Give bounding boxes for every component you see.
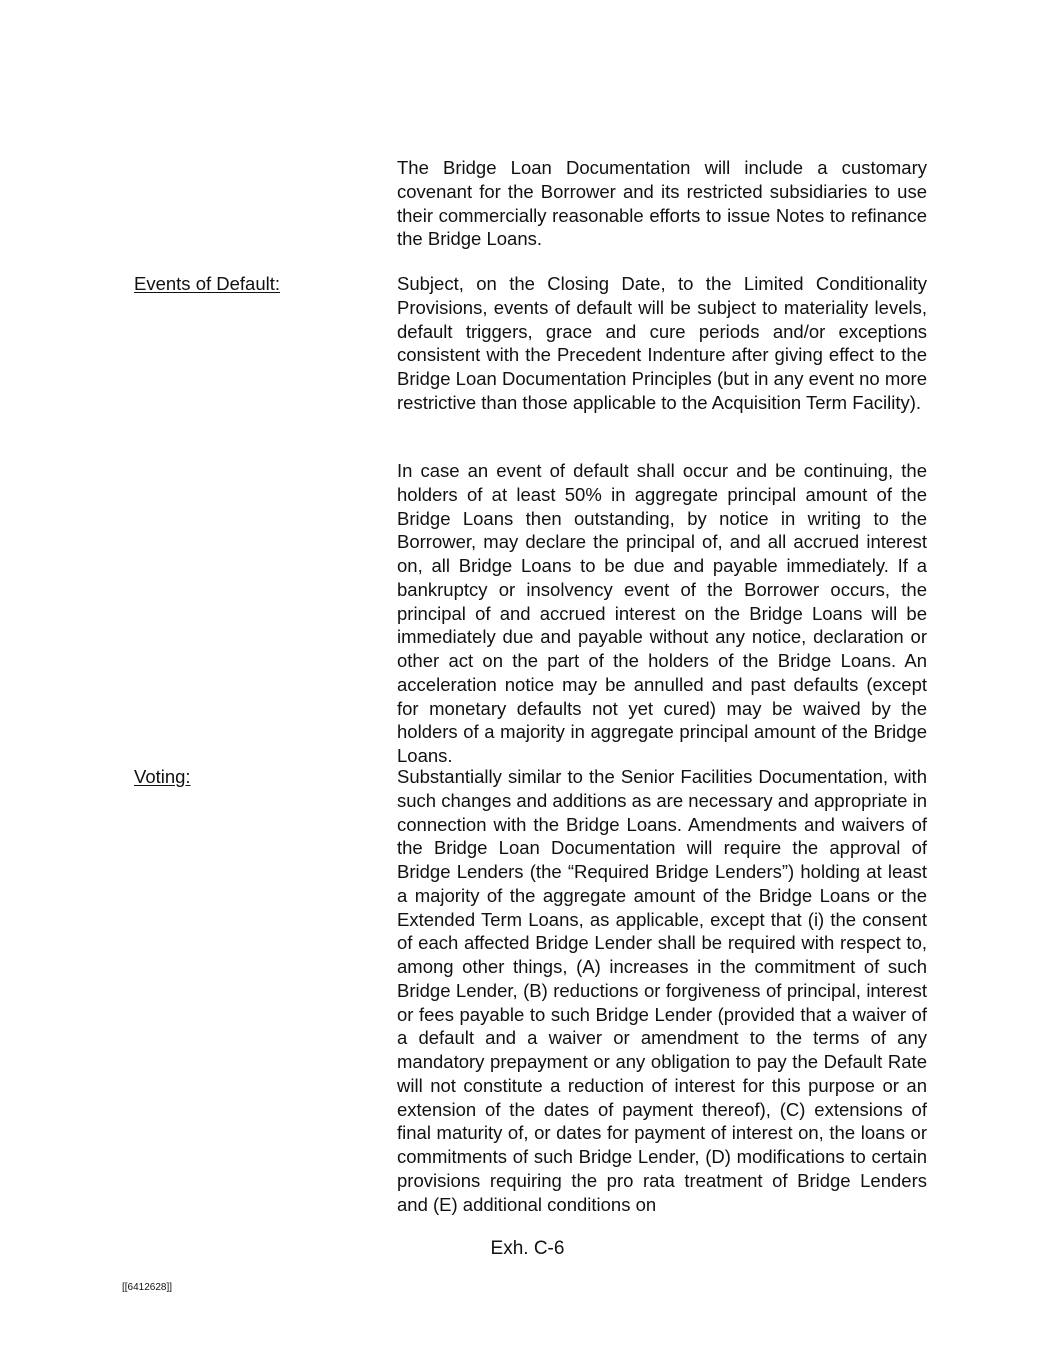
events-of-default-paragraph-2: In case an event of default shall occur and be continuing, the holders of at least 50% in aggregate principal amount of the Bridge Loans then outstanding, by notice in writing to the Borrower, may declare the principal of, and all accrued interest on, all Bridge Loans to be due and payable immediately. If a bankruptcy or insolvency event of the Borrower occurs, the principal of and accrued interest on the Bridge Loans will be immediately due and payable without any notice, declaration or other act on the part of the holders of the Bridge Loans. An acceleration notice may be annulled and past defaults (except for monetary defaults not yet cured) may be waived by the holders of a majority in aggregate principal amount of the Bridge Loans.	[397, 460, 927, 766]
page-number: Exh. C-6	[490, 1238, 565, 1259]
voting-label: Voting:	[134, 766, 191, 787]
page-footer	[0, 1237, 1055, 1261]
events-of-default-label: Events of Default:	[134, 273, 281, 294]
voting-paragraph: Substantially similar to the Senior Facilities Documentation, with such changes and additions as are necessary and appropriate in connection with the Bridge Loans. Amendments and waivers of the Bridge Loan Documentation will require the approval of Bridge Lenders (the “Required Bridge Lenders”) holding at least a majority of the aggregate amount of the Bridge Loans or the Extended Term Loans, as applicable, except that (i) the consent of each affected Bridge Lender shall be required with respect to, among other things, (A) increases in the commitment of such Bridge Lender, (B) reductions or forgiveness of principal, interest or fees payable to such Bridge Lender (provided that a waiver of a default and a waiver or amendment to the terms of any mandatory prepayment or any obligation to pay the Default Rate will not constitute a reduction of interest for this purpose or an extension of the dates of payment thereof), (C) extensions of final maturity of, or dates for payment of interest on, the loans or commitments of such Bridge Lender, (D) modifications to certain provisions requiring the pro rata treatment of Bridge Lenders and (E) additional conditions on	[397, 766, 927, 1215]
document-id: [[6412628]]	[122, 1282, 173, 1293]
events-of-default-paragraph-1: Subject, on the Closing Date, to the Limited Conditionality Provisions, events of default will be subject to materiality levels, default triggers, grace and cure periods and/or exceptions consistent with the Precedent Indenture after giving effect to the Bridge Loan Documentation Principles (but in any event no more restrictive than those applicable to the Acquisition Term Facility).	[397, 273, 927, 413]
covenant-paragraph: The Bridge Loan Documentation will include a customary covenant for the Borrower and its restricted subsidiaries to use their commercially reasonable efforts to issue Notes to refinance the Bridge Loans.	[397, 157, 927, 250]
